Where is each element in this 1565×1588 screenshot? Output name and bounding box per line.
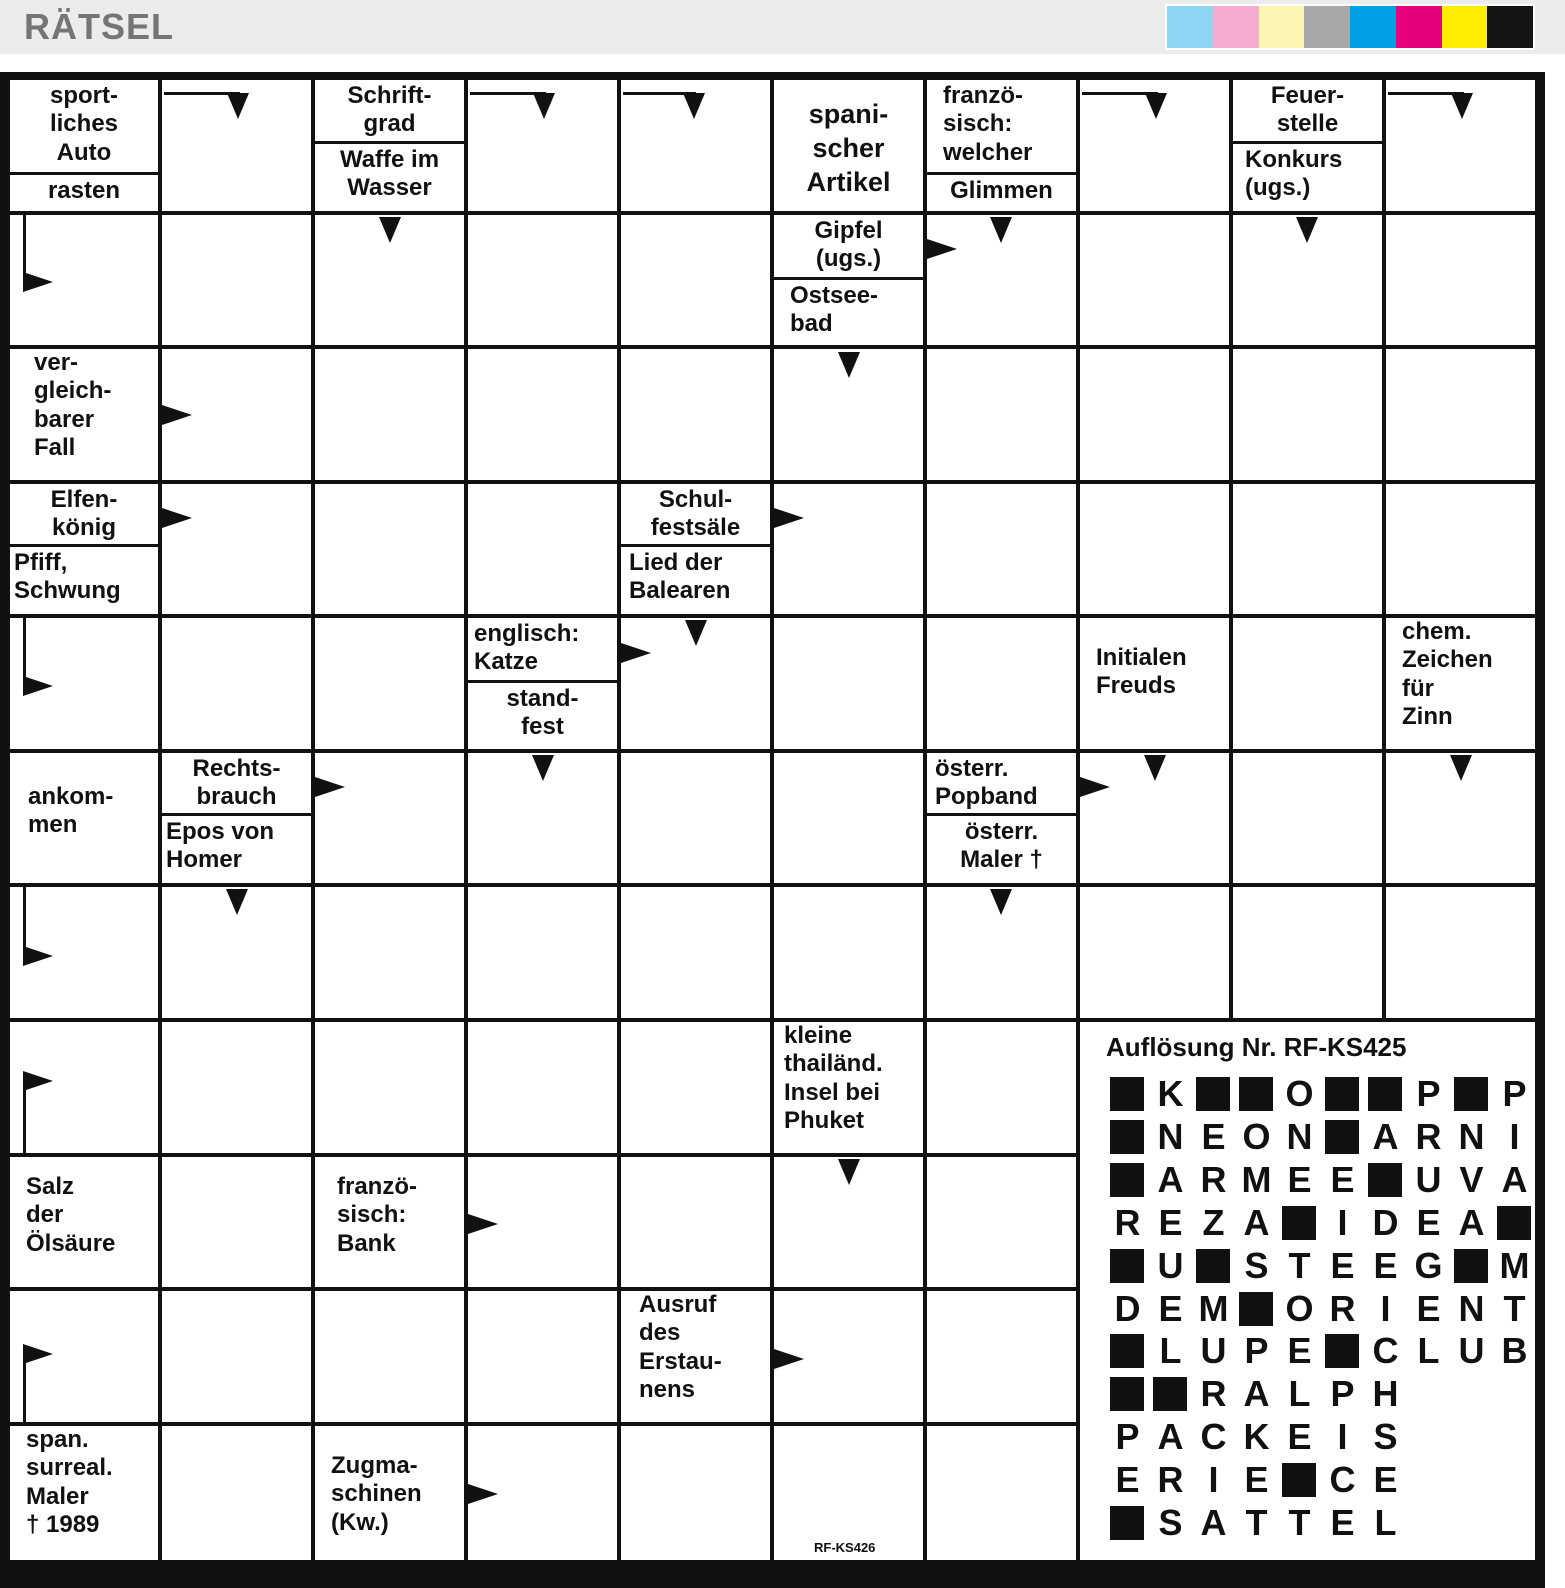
clue-franzoesisch-bank: franzö- sisch: Bank [315,1157,464,1287]
color-swatch [1396,6,1442,48]
solution-cell: T [1245,1502,1268,1543]
clue-epos-von-homer: Epos von Homer [162,816,311,883]
grid-cell[interactable] [1386,215,1535,345]
solution-cell: A [1157,1416,1184,1458]
grid-cell[interactable] [1386,484,1535,614]
clue-initialen-freuds: Initialen Freuds [1080,618,1229,749]
solution-cell: T [1288,1244,1311,1286]
clue-gipfel: Gipfel (ugs.) [774,215,923,277]
clue-schriftgrad: Schrift- grad [315,80,464,141]
grid-cell[interactable] [162,484,311,614]
black-square [1325,1120,1359,1154]
arrow-down-icon [1144,755,1166,781]
clue-vergleichbarer-fall: ver- gleich- barer Fall [10,349,158,480]
solution-cell [1321,1074,1364,1114]
solution-cell [1192,1246,1235,1286]
clue-konkurs: Konkurs (ugs.) [1233,144,1382,211]
grid-cell[interactable] [1233,349,1382,480]
solution-cell [1106,1074,1149,1114]
clue-feuerstelle: Feuer- stelle [1233,80,1382,141]
solution-cell [1192,1074,1235,1114]
grid-cell[interactable] [468,887,617,1018]
grid-cell[interactable] [621,1426,770,1560]
solution-cell: P [1244,1330,1269,1372]
black-square [1110,1120,1144,1154]
solution-cell: G [1414,1244,1443,1286]
black-square [1110,1377,1144,1411]
grid-cell[interactable] [468,349,617,480]
solution-cell [1364,1160,1407,1200]
arrow-right-icon [774,1349,804,1369]
arrow-right-icon [23,272,53,292]
color-swatch [1304,6,1350,48]
grid-cell[interactable] [315,349,464,480]
grid-cell[interactable] [774,753,923,883]
solution-cell: O [1285,1073,1314,1114]
clue-rechtsbrauch: Rechts- brauch [162,753,311,813]
clue-sportliches-auto: sport- liches Auto [10,80,158,172]
arrow-right-icon [162,405,192,425]
arrow-down-icon [226,889,248,915]
solution-cell: E [1416,1201,1441,1243]
clue-standfest: stand- fest [468,683,617,749]
black-square [1454,1249,1488,1283]
solution-cell [1235,1074,1278,1114]
solution-cell: K [1157,1073,1184,1114]
grid-cell[interactable] [1386,887,1535,1018]
solution-row [1106,1246,1536,1286]
solution-cell [1321,1331,1364,1371]
color-swatch [1442,6,1488,48]
solution-cell: Z [1202,1201,1225,1243]
grid-cell[interactable] [927,618,1076,749]
solution-cell: E [1244,1459,1269,1501]
arrow-down-icon [533,93,555,119]
clue-glimmen: Glimmen [927,175,1076,211]
solution-cell: N [1157,1115,1184,1157]
arrow-down-icon [1450,755,1472,781]
grid-cell[interactable] [621,753,770,883]
clue-salz-oelsaeure: Salz der Ölsäure [10,1157,158,1287]
solution-cell: A [1501,1158,1528,1200]
solution-cell: E [1287,1330,1312,1372]
solution-cell: M [1241,1158,1272,1200]
grid-cell[interactable] [774,618,923,749]
arrow-down-icon [990,217,1012,243]
black-square [1110,1334,1144,1368]
arrow-down-icon [1451,93,1473,119]
solution-cell: P [1502,1073,1527,1114]
arrow-right-icon [23,676,53,696]
grid-cell[interactable] [162,1022,311,1153]
clue-kleine-insel: kleine thailänd. Insel bei Phuket [774,1022,923,1153]
grid-cell[interactable] [468,1291,617,1422]
grid-cell[interactable] [1080,484,1229,614]
grid-cell[interactable] [927,1157,1076,1287]
arrow-right-icon [315,777,345,797]
arrow-down-icon [532,755,554,781]
solution-cell: L [1288,1373,1311,1415]
solution-cell: C [1372,1330,1399,1372]
grid-cell[interactable] [1080,349,1229,480]
color-swatch [1350,6,1396,48]
arrow-right-icon [621,643,651,663]
solution-cell: E [1158,1201,1183,1243]
solution-cell [1106,1246,1149,1286]
grid-cell[interactable] [162,215,311,345]
color-swatch [1259,6,1305,48]
solution-cell: R [1114,1201,1141,1243]
clue-lied-der-balearen: Lied der Balearen [621,547,770,614]
solution-cell: O [1242,1115,1271,1157]
solution-row [1106,1160,1536,1200]
solution-cell: E [1330,1244,1355,1286]
solution-row [1106,1331,1536,1371]
grid-cell[interactable] [162,618,311,749]
grid-cell[interactable] [315,753,464,883]
arrow-right-icon [468,1214,498,1234]
grid-cell[interactable] [621,349,770,480]
grid-cell[interactable] [162,1291,311,1422]
grid-cell[interactable] [468,1022,617,1153]
solution-cell: E [1330,1158,1355,1200]
solution-cell: S [1373,1416,1398,1458]
grid-cell[interactable] [1233,618,1382,749]
solution-cell: P [1115,1416,1140,1458]
black-square [1110,1077,1144,1111]
arrow-down-icon [838,1159,860,1185]
solution-cell: U [1200,1330,1227,1372]
solution-cell [1493,1203,1536,1243]
solution-cell: R [1200,1158,1227,1200]
clue-ostseebad: Ostsee- bad [774,280,923,345]
black-square [1196,1249,1230,1283]
solution-cell: P [1330,1373,1355,1415]
solution-cell: D [1114,1287,1141,1329]
grid-cell[interactable] [927,349,1076,480]
clue-chem-zeichen-zinn: chem. Zeichen für Zinn [1386,618,1535,749]
solution-cell: C [1200,1416,1227,1458]
arrow-right-icon [1080,777,1110,797]
solution-cell [1106,1503,1149,1543]
solution-title: Auflösung Nr. RF-KS425 [1106,1032,1407,1062]
solution-cell: T [1503,1287,1526,1329]
solution-cell: M [1198,1287,1229,1329]
arrow-right-icon [23,1344,53,1364]
grid-cell[interactable] [468,215,617,345]
solution-cell: I [1380,1287,1391,1329]
grid-cell[interactable] [315,1291,464,1422]
color-swatch [1167,6,1213,48]
grid-cell[interactable] [1233,887,1382,1018]
clue-elfenkoenig: Elfen- könig [10,484,158,544]
crossword-grid [0,72,1545,1588]
clue-rasten: rasten [10,175,158,211]
solution-cell: U [1157,1244,1184,1286]
black-square [1282,1463,1316,1497]
solution-row [1106,1417,1407,1457]
arrow-down-icon [1296,217,1318,243]
black-square [1368,1077,1402,1111]
black-square [1325,1077,1359,1111]
solution-cell: A [1458,1201,1485,1243]
arrow-down-icon [685,620,707,646]
solution-cell: P [1416,1073,1441,1114]
solution-cell: K [1243,1416,1270,1458]
solution-row [1106,1074,1536,1114]
arrow-down-icon [1145,93,1167,119]
solution-cell: V [1459,1158,1484,1200]
solution-cell: R [1415,1115,1442,1157]
solution-cell: C [1329,1459,1356,1501]
black-square [1454,1077,1488,1111]
solution-cell [1278,1203,1321,1243]
arrow-right-icon [162,508,192,528]
grid-cell[interactable] [1233,484,1382,614]
grid-cell[interactable] [315,484,464,614]
solution-cell: E [1287,1158,1312,1200]
solution-cell: T [1288,1502,1311,1543]
arrow-down-icon [838,352,860,378]
solution-cell [1278,1460,1321,1500]
grid-cell[interactable] [774,484,923,614]
solution-cell: A [1157,1158,1184,1200]
solution-cell: S [1158,1502,1183,1543]
grid-cell[interactable] [1080,887,1229,1018]
solution-cell: E [1201,1115,1226,1157]
solution-cell: I [1337,1416,1348,1458]
solution-row [1106,1289,1536,1329]
grid-cell[interactable] [468,484,617,614]
black-square [1239,1077,1273,1111]
solution-row [1106,1117,1536,1157]
solution-row [1106,1503,1407,1543]
solution-cell [1364,1074,1407,1114]
solution-cell [1450,1074,1493,1114]
solution-cell: E [1373,1244,1398,1286]
clue-schulfestsaele: Schul- festsäle [621,484,770,544]
grid-cell[interactable] [774,887,923,1018]
solution-cell: B [1501,1330,1528,1372]
grid-cell[interactable] [315,1022,464,1153]
grid-cell[interactable] [621,215,770,345]
solution-cell: L [1159,1330,1182,1372]
solution-cell: U [1458,1330,1485,1372]
solution-cell: E [1373,1459,1398,1501]
arrow-right-icon [23,946,53,966]
black-square [1196,1077,1230,1111]
solution-cell: L [1374,1502,1397,1543]
grid-cell[interactable] [927,484,1076,614]
grid-cell[interactable] [621,887,770,1018]
clue-waffe-im-wasser: Waffe im Wasser [315,144,464,211]
solution-cell: R [1329,1287,1356,1329]
solution-panel [1080,1022,1535,1560]
solution-cell [1106,1160,1149,1200]
grid-cell[interactable] [927,1426,1076,1560]
black-square [1368,1163,1402,1197]
clue-oesterr-maler: österr. Maler † [927,816,1076,883]
clue-span-maler: span. surreal. Maler † 1989 [10,1426,158,1560]
solution-cell [1235,1289,1278,1329]
grid-cell[interactable] [621,1022,770,1153]
arrow-down-icon [683,93,705,119]
solution-cell: R [1157,1459,1184,1501]
grid-cell[interactable] [162,1426,311,1560]
solution-cell: N [1286,1115,1313,1157]
solution-cell [1149,1374,1192,1414]
solution-cell: E [1115,1459,1140,1501]
arrow-right-icon [468,1484,498,1504]
clue-zugmaschinen: Zugma- schinen (Kw.) [315,1426,464,1560]
solution-row [1106,1460,1407,1500]
solution-cell: M [1499,1244,1530,1286]
solution-cell [1106,1331,1149,1371]
solution-cell [1106,1374,1149,1414]
grid-cell[interactable] [1233,753,1382,883]
arrow-down-icon [990,889,1012,915]
clue-pfiff-schwung: Pfiff, Schwung [10,547,158,614]
grid-cell[interactable] [1080,215,1229,345]
solution-cell: S [1244,1244,1269,1286]
solution-row [1106,1203,1536,1243]
color-swatch [1487,6,1533,48]
grid-cell[interactable] [315,887,464,1018]
grid-cell[interactable] [927,1022,1076,1153]
arrow-right-icon [23,1071,53,1091]
solution-cell: A [1200,1502,1227,1543]
solution-cell [1321,1117,1364,1157]
page-title: RÄTSEL [24,6,174,47]
black-square [1110,1249,1144,1283]
clue-ankommen: ankom- men [10,753,158,883]
solution-cell: A [1243,1373,1270,1415]
solution-cell: U [1415,1158,1442,1200]
arrow-right-icon [927,239,957,259]
solution-cell: I [1208,1459,1219,1501]
solution-cell: A [1243,1201,1270,1243]
solution-cell: O [1285,1287,1314,1329]
color-swatches [1165,4,1535,50]
solution-cell: E [1330,1502,1355,1543]
clue-ausruf-erstaunens: Ausruf des Erstau- nens [621,1291,770,1422]
black-square [1497,1206,1531,1240]
color-swatch [1213,6,1259,48]
grid-cell[interactable] [315,618,464,749]
solution-cell: I [1509,1115,1520,1157]
solution-cell: R [1200,1373,1227,1415]
solution-cell: H [1372,1373,1399,1415]
solution-cell: A [1372,1115,1399,1157]
solution-cell [1106,1117,1149,1157]
solution-cell: E [1158,1287,1183,1329]
solution-cell: D [1372,1201,1399,1243]
solution-cell: E [1416,1287,1441,1329]
black-square [1282,1206,1316,1240]
solution-cell: N [1458,1115,1485,1157]
black-square [1325,1334,1359,1368]
grid-cell[interactable] [927,1291,1076,1422]
black-square [1239,1292,1273,1326]
solution-cell: N [1458,1287,1485,1329]
grid-cell[interactable] [162,1157,311,1287]
arrow-down-icon [379,217,401,243]
clue-oesterr-popband: österr. Popband [927,753,1076,813]
header-bar [0,0,1565,54]
arrow-down-icon [227,93,249,119]
clue-englisch-katze: englisch: Katze [468,618,617,680]
clue-franzoesisch-welcher: franzö- sisch: welcher [927,80,1076,172]
grid-cell[interactable] [1386,349,1535,480]
solution-cell: L [1417,1330,1440,1372]
grid-cell[interactable] [621,1157,770,1287]
solution-row [1106,1374,1407,1414]
solution-cell: I [1337,1201,1348,1243]
solution-cell: E [1287,1416,1312,1458]
arrow-right-icon [774,508,804,528]
black-square [1110,1506,1144,1540]
puzzle-code: RF-KS426 [814,1540,876,1555]
clue-spanischer-artikel: spani- scher Artikel [774,80,923,211]
black-square [1153,1377,1187,1411]
solution-cell [1450,1246,1493,1286]
black-square [1110,1163,1144,1197]
